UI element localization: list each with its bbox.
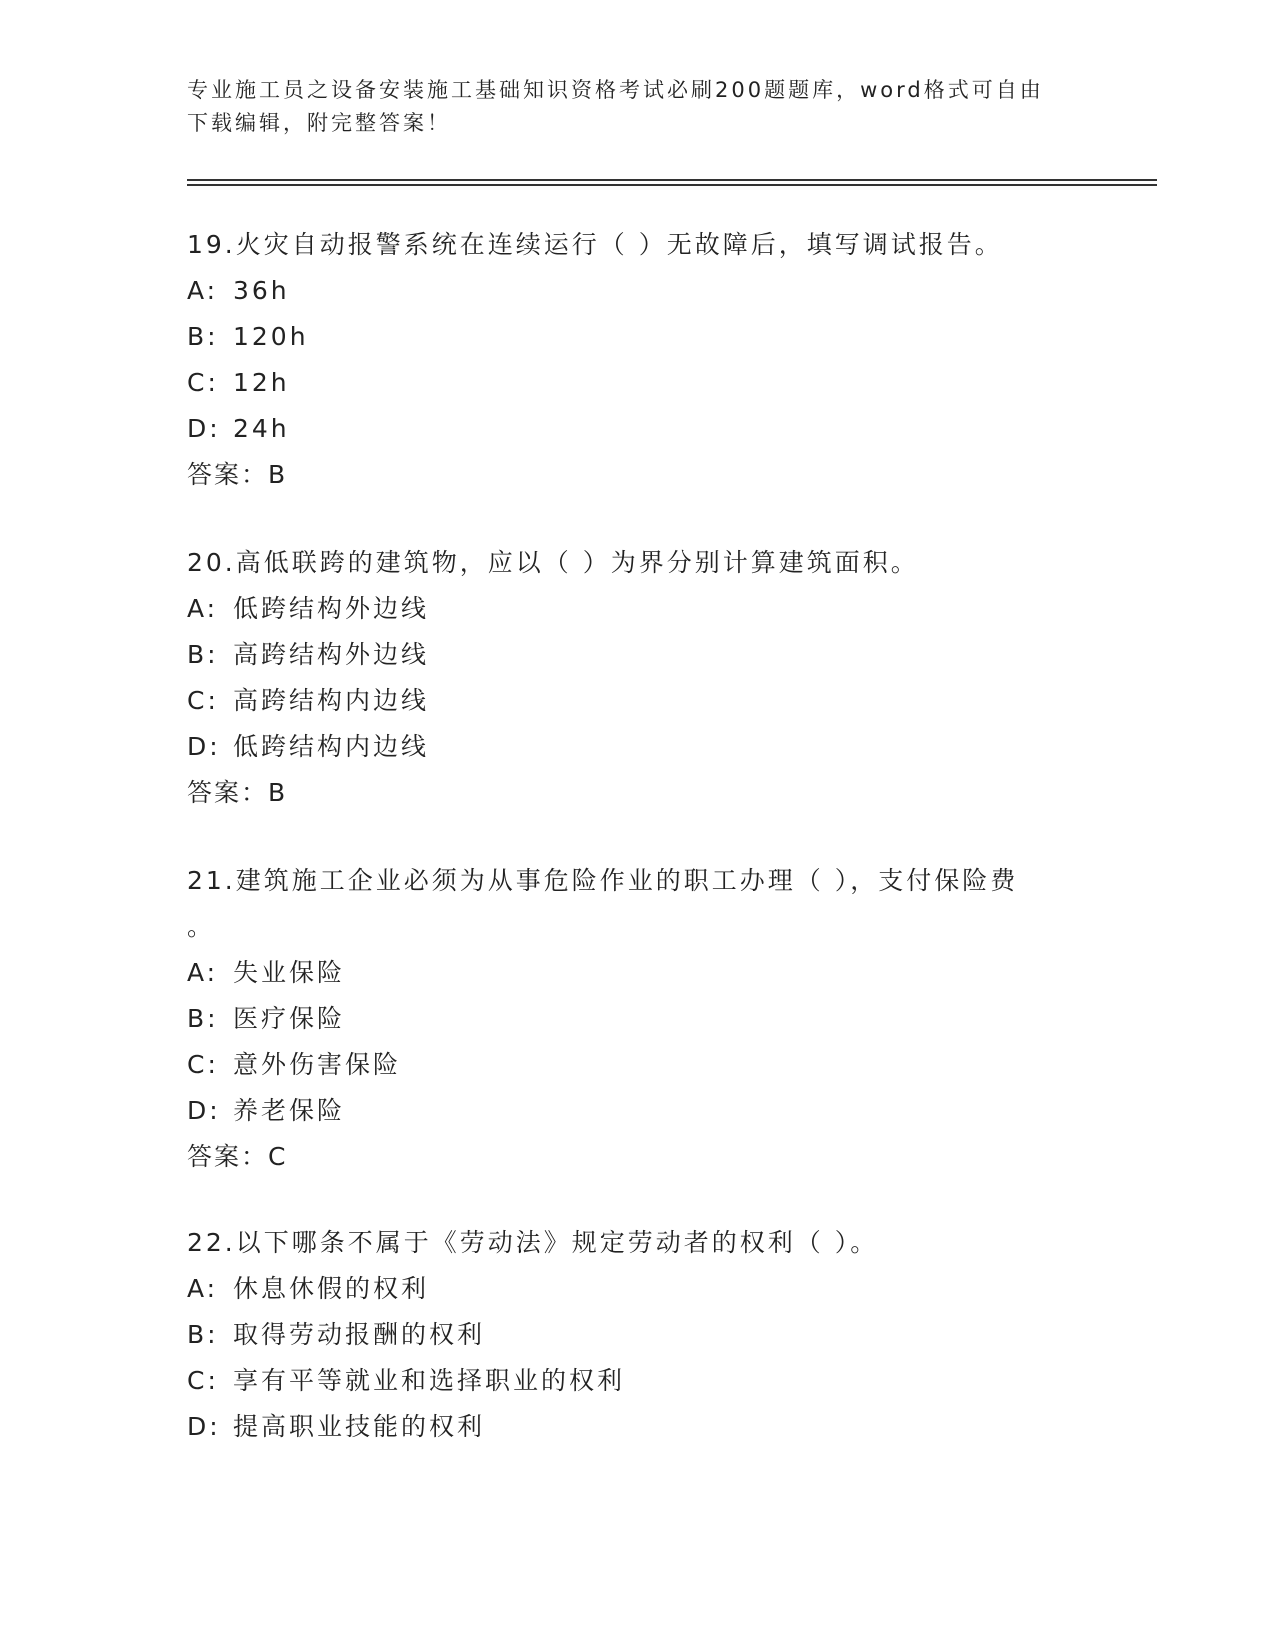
option-text: 养老保险: [233, 1096, 346, 1125]
option-letter: C:: [187, 368, 219, 397]
option-b: [187, 314, 1087, 360]
option-letter: D:: [187, 414, 221, 443]
answer-label: 答案：B: [187, 460, 288, 489]
question-stem-continuation: 。: [187, 912, 213, 941]
option-d: [187, 1404, 1087, 1450]
header-line-2: 下载编辑，附完整答案！: [187, 111, 451, 135]
option-text: 低跨结构外边线: [233, 594, 430, 623]
option-a: [187, 268, 1087, 314]
option-text: 休息休假的权利: [233, 1274, 430, 1303]
option-letter: D:: [187, 1412, 221, 1441]
option-text: 高跨结构外边线: [233, 640, 430, 669]
question-stem: 20.高低联跨的建筑物，应以（ ）为界分别计算建筑面积。: [187, 548, 919, 577]
option-a: [187, 1266, 1087, 1312]
option-letter: D:: [187, 1096, 221, 1125]
option-text: 高跨结构内边线: [233, 686, 430, 715]
option-letter: B:: [187, 1004, 219, 1033]
question-19: [187, 222, 1087, 498]
option-a: [187, 586, 1087, 632]
option-text: 12h: [233, 368, 290, 397]
question-stem: 22.以下哪条不属于《劳动法》规定劳动者的权利（ ）。: [187, 1228, 879, 1257]
document-header: [187, 74, 1067, 140]
option-letter: A:: [187, 276, 219, 305]
option-b: [187, 996, 1087, 1042]
option-letter: B:: [187, 1320, 219, 1349]
option-letter: A:: [187, 594, 219, 623]
option-text: 意外伤害保险: [233, 1050, 402, 1079]
option-d: [187, 724, 1087, 770]
answer-label: 答案：B: [187, 778, 288, 807]
option-c: [187, 678, 1087, 724]
header-divider-bottom: [187, 184, 1157, 186]
question-20: [187, 540, 1087, 816]
option-c: [187, 1358, 1087, 1404]
option-text: 提高职业技能的权利: [233, 1412, 486, 1441]
option-a: [187, 950, 1087, 996]
option-text: 低跨结构内边线: [233, 732, 430, 761]
question-22: [187, 1220, 1087, 1450]
question-stem: 19.火灾自动报警系统在连续运行（ ）无故障后，填写调试报告。: [187, 230, 1003, 259]
option-text: 享有平等就业和选择职业的权利: [233, 1366, 626, 1395]
option-text: 120h: [233, 322, 309, 351]
option-d: [187, 406, 1087, 452]
question-21: [187, 858, 1087, 1180]
option-b: [187, 1312, 1087, 1358]
option-c: [187, 360, 1087, 406]
option-text: 36h: [233, 276, 290, 305]
option-text: 失业保险: [233, 958, 346, 987]
option-letter: B:: [187, 322, 219, 351]
option-d: [187, 1088, 1087, 1134]
option-letter: C:: [187, 1366, 219, 1395]
header-line-1: 专业施工员之设备安装施工基础知识资格考试必刷200题题库，word格式可自由: [187, 78, 1044, 102]
option-letter: B:: [187, 640, 219, 669]
option-letter: A:: [187, 1274, 219, 1303]
option-text: 24h: [233, 414, 290, 443]
header-divider-top: [187, 179, 1157, 181]
option-letter: C:: [187, 1050, 219, 1079]
question-stem: 21.建筑施工企业必须为从事危险作业的职工办理（ ），支付保险费: [187, 866, 1019, 895]
option-text: 取得劳动报酬的权利: [233, 1320, 486, 1349]
option-c: [187, 1042, 1087, 1088]
option-text: 医疗保险: [233, 1004, 346, 1033]
option-letter: D:: [187, 732, 221, 761]
answer-label: 答案：C: [187, 1142, 288, 1171]
option-letter: A:: [187, 958, 219, 987]
option-letter: C:: [187, 686, 219, 715]
option-b: [187, 632, 1087, 678]
